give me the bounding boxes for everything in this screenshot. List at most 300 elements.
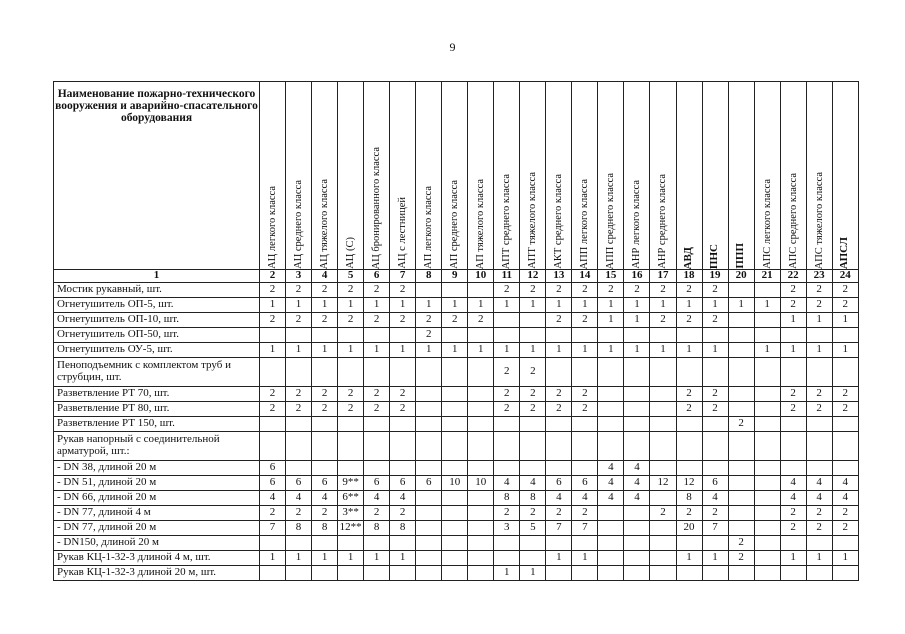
table-cell	[468, 491, 494, 506]
table-cell	[598, 506, 624, 521]
table-cell	[624, 536, 650, 551]
table-row	[54, 358, 859, 387]
table-cell	[338, 417, 364, 432]
table-cell: 2	[364, 506, 390, 521]
column-header-row	[54, 82, 859, 270]
table-cell: 1	[546, 551, 572, 566]
table-cell: 1	[312, 343, 338, 358]
column-number: 8	[416, 270, 442, 283]
row-label: Рукав КЦ-1-32-3 длиной 4 м, шт.	[54, 551, 260, 566]
table-cell	[416, 402, 442, 417]
table-cell: 1	[260, 551, 286, 566]
table-cell: 2	[572, 402, 598, 417]
table-cell	[572, 566, 598, 581]
table-row	[54, 432, 859, 461]
table-cell	[650, 432, 676, 461]
table-cell: 1	[728, 298, 754, 313]
column-header-label: АНР легкого класса	[631, 180, 643, 269]
table-cell: 2	[572, 283, 598, 298]
column-number: 15	[598, 270, 624, 283]
table-cell	[754, 402, 780, 417]
table-cell: 2	[546, 283, 572, 298]
row-label: - DN 51, длиной 20 м	[54, 476, 260, 491]
row-label: Разветвление РТ 150, шт.	[54, 417, 260, 432]
table-cell	[416, 417, 442, 432]
table-row	[54, 387, 859, 402]
table-cell	[494, 461, 520, 476]
column-header	[806, 82, 832, 270]
table-cell: 4	[832, 476, 858, 491]
table-cell	[780, 328, 806, 343]
column-header-label: АВД	[682, 246, 695, 269]
column-number: 4	[312, 270, 338, 283]
table-cell	[754, 551, 780, 566]
table-cell	[416, 506, 442, 521]
table-cell	[390, 328, 416, 343]
table-cell: 4	[364, 491, 390, 506]
column-number: 21	[754, 270, 780, 283]
column-number: 14	[572, 270, 598, 283]
row-label: Пеноподъемник с комплектом труб и струбцин, шт.	[54, 358, 260, 387]
column-header-label: АНР среднего класса	[657, 174, 669, 269]
table-cell	[676, 566, 702, 581]
table-cell: 7	[572, 521, 598, 536]
table-cell	[468, 506, 494, 521]
table-cell	[754, 491, 780, 506]
table-cell: 2	[312, 387, 338, 402]
column-number: 3	[286, 270, 312, 283]
table-cell	[520, 551, 546, 566]
column-header-label: АЦ легкого класса	[267, 186, 278, 269]
table-cell: 2	[260, 387, 286, 402]
table-row	[54, 313, 859, 328]
table-cell	[676, 461, 702, 476]
table-cell: 1	[390, 343, 416, 358]
table-cell	[442, 432, 468, 461]
table-cell	[364, 566, 390, 581]
table-cell	[598, 387, 624, 402]
row-label: Огнетушитель ОП-10, шт.	[54, 313, 260, 328]
table-cell: 7	[702, 521, 728, 536]
table-cell: 1	[364, 551, 390, 566]
table-cell	[832, 358, 858, 387]
table-cell	[494, 313, 520, 328]
table-cell: 6	[546, 476, 572, 491]
table-cell: 2	[832, 506, 858, 521]
table-cell: 1	[286, 343, 312, 358]
table-cell: 8	[364, 521, 390, 536]
table-cell: 1	[650, 343, 676, 358]
column-header	[442, 82, 468, 270]
table-cell	[806, 358, 832, 387]
table-cell	[312, 432, 338, 461]
table-cell: 2	[468, 313, 494, 328]
table-cell	[364, 417, 390, 432]
table-cell: 4	[546, 491, 572, 506]
row-label: Рукав напорный с соединительной арматурой, шт.:	[54, 432, 260, 461]
table-cell: 1	[546, 298, 572, 313]
table-cell: 2	[546, 313, 572, 328]
table-cell	[728, 313, 754, 328]
table-cell: 1	[754, 298, 780, 313]
table-cell: 1	[572, 298, 598, 313]
column-number: 5	[338, 270, 364, 283]
table-cell	[390, 432, 416, 461]
table-cell	[676, 536, 702, 551]
table-cell: 4	[260, 491, 286, 506]
table-cell	[520, 461, 546, 476]
table-cell	[754, 521, 780, 536]
table-cell: 1	[676, 343, 702, 358]
page-number: 9	[449, 40, 456, 54]
table-cell	[468, 283, 494, 298]
table-cell	[260, 358, 286, 387]
table-cell	[546, 566, 572, 581]
table-cell: 2	[832, 298, 858, 313]
table-cell: 2	[390, 313, 416, 328]
table-cell: 2	[312, 402, 338, 417]
table-cell	[442, 566, 468, 581]
table-cell	[676, 328, 702, 343]
column-header	[728, 82, 754, 270]
table-cell: 2	[806, 521, 832, 536]
table-cell: 4	[780, 491, 806, 506]
table-cell: 2	[390, 283, 416, 298]
table-cell: 2	[676, 283, 702, 298]
table-row	[54, 402, 859, 417]
table-cell: 2	[806, 506, 832, 521]
table-cell: 1	[702, 298, 728, 313]
table-cell: 6	[416, 476, 442, 491]
table-cell: 4	[312, 491, 338, 506]
column-header-label: АПС тяжелого класса	[813, 171, 825, 269]
table-cell	[338, 328, 364, 343]
table-cell	[468, 566, 494, 581]
table-cell	[390, 358, 416, 387]
table-cell: 1	[806, 313, 832, 328]
table-cell	[780, 417, 806, 432]
column-header-label: АПТ среднего класса	[501, 173, 513, 269]
table-cell	[702, 358, 728, 387]
row-label: - DN 77, длиной 20 м	[54, 521, 260, 536]
table-cell: 2	[780, 387, 806, 402]
table-cell	[624, 402, 650, 417]
table-cell: 2	[780, 521, 806, 536]
table-cell: 2	[338, 313, 364, 328]
column-header	[494, 82, 520, 270]
column-header	[364, 82, 390, 270]
table-cell	[546, 432, 572, 461]
table-cell: 4	[780, 476, 806, 491]
table-cell: 1	[780, 551, 806, 566]
table-cell: 2	[520, 358, 546, 387]
table-cell	[286, 328, 312, 343]
table-cell: 4	[624, 476, 650, 491]
table-cell	[832, 417, 858, 432]
table-cell	[832, 566, 858, 581]
row-label: - DN150, длиной 20 м	[54, 536, 260, 551]
table-cell	[312, 417, 338, 432]
table-cell	[780, 536, 806, 551]
table-cell: 1	[598, 298, 624, 313]
table-cell: 8	[520, 491, 546, 506]
table-cell: 2	[832, 521, 858, 536]
table-cell: 2	[598, 283, 624, 298]
table-cell: 1	[260, 343, 286, 358]
table-cell	[442, 402, 468, 417]
column-header-label: АПП легкого класса	[579, 178, 591, 269]
table-cell: 2	[676, 402, 702, 417]
table-cell: 1	[286, 298, 312, 313]
table-cell	[728, 521, 754, 536]
table-cell	[546, 328, 572, 343]
table-cell	[312, 536, 338, 551]
table-cell: 1	[468, 343, 494, 358]
table-cell	[468, 521, 494, 536]
table-cell	[728, 566, 754, 581]
table-cell	[390, 417, 416, 432]
table-cell: 2	[364, 402, 390, 417]
table-cell: 2	[286, 387, 312, 402]
column-number: 1	[54, 270, 260, 283]
column-header	[676, 82, 702, 270]
table-cell	[728, 358, 754, 387]
table-cell	[624, 417, 650, 432]
column-number: 22	[780, 270, 806, 283]
table-cell	[312, 358, 338, 387]
table-cell	[468, 551, 494, 566]
table-row	[54, 461, 859, 476]
column-header	[572, 82, 598, 270]
table-cell	[364, 536, 390, 551]
table-cell	[702, 328, 728, 343]
table-cell: 2	[260, 313, 286, 328]
table-cell: 8	[286, 521, 312, 536]
table-cell: 2	[832, 387, 858, 402]
table-cell	[442, 358, 468, 387]
column-number: 18	[676, 270, 702, 283]
table-cell: 2	[650, 283, 676, 298]
column-header	[260, 82, 286, 270]
table-cell	[754, 283, 780, 298]
table-cell	[780, 358, 806, 387]
table-cell	[416, 358, 442, 387]
table-cell: 2	[286, 506, 312, 521]
column-header	[338, 82, 364, 270]
table-cell	[650, 387, 676, 402]
table-cell	[286, 566, 312, 581]
table-cell	[728, 328, 754, 343]
table-cell	[442, 506, 468, 521]
table-cell	[806, 417, 832, 432]
table-cell	[650, 402, 676, 417]
table-cell	[598, 551, 624, 566]
table-cell	[468, 328, 494, 343]
column-number: 11	[494, 270, 520, 283]
table-cell: 12	[676, 476, 702, 491]
column-header	[598, 82, 624, 270]
table-cell: 4	[598, 476, 624, 491]
table-cell: 2	[546, 402, 572, 417]
column-header-label: АПС среднего класса	[787, 173, 799, 269]
table-cell: 4	[702, 491, 728, 506]
table-cell	[416, 491, 442, 506]
table-cell: 2	[416, 328, 442, 343]
table-cell: 1	[624, 343, 650, 358]
table-cell	[546, 536, 572, 551]
table-cell: 1	[442, 343, 468, 358]
table-cell	[806, 432, 832, 461]
table-cell	[624, 551, 650, 566]
table-cell	[390, 566, 416, 581]
table-cell: 2	[806, 402, 832, 417]
table-cell: 4	[494, 476, 520, 491]
table-cell: 5	[520, 521, 546, 536]
table-cell	[416, 521, 442, 536]
column-header-label: АПТ тяжелого класса	[527, 172, 539, 269]
table-cell	[494, 536, 520, 551]
table-cell	[806, 461, 832, 476]
table-cell: 4	[520, 476, 546, 491]
table-cell: 8	[312, 521, 338, 536]
table-row	[54, 328, 859, 343]
table-cell	[494, 328, 520, 343]
table-cell	[754, 313, 780, 328]
table-cell: 1	[286, 551, 312, 566]
table-cell	[546, 417, 572, 432]
column-header	[780, 82, 806, 270]
table-cell	[442, 283, 468, 298]
column-header	[390, 82, 416, 270]
table-cell	[364, 328, 390, 343]
column-number: 24	[832, 270, 858, 283]
column-header-label: АПП среднего класса	[605, 172, 617, 269]
table-cell	[416, 283, 442, 298]
table-cell	[390, 461, 416, 476]
table-cell	[364, 432, 390, 461]
row-label: - DN 38, длиной 20 м	[54, 461, 260, 476]
table-cell	[624, 328, 650, 343]
table-cell: 2	[702, 402, 728, 417]
column-number: 7	[390, 270, 416, 283]
table-cell: 1	[390, 298, 416, 313]
table-cell	[468, 402, 494, 417]
table-cell	[754, 476, 780, 491]
table-cell	[728, 432, 754, 461]
table-cell: 2	[312, 313, 338, 328]
table-cell	[650, 328, 676, 343]
table-row	[54, 491, 859, 506]
table-cell	[624, 358, 650, 387]
table-cell: 1	[494, 566, 520, 581]
table-cell: 6	[572, 476, 598, 491]
table-cell	[442, 387, 468, 402]
table-row	[54, 521, 859, 536]
row-label: Разветвление РТ 80, шт.	[54, 402, 260, 417]
table-cell	[650, 551, 676, 566]
table-cell	[754, 417, 780, 432]
table-cell: 2	[286, 283, 312, 298]
table-cell: 2	[390, 387, 416, 402]
column-number: 16	[624, 270, 650, 283]
table-cell	[676, 417, 702, 432]
table-cell: 2	[338, 387, 364, 402]
column-header	[754, 82, 780, 270]
table-cell	[442, 461, 468, 476]
table-cell	[650, 491, 676, 506]
table-cell: 1	[390, 551, 416, 566]
table-body	[54, 283, 859, 581]
table-cell	[832, 536, 858, 551]
table-cell: 2	[650, 506, 676, 521]
table-cell	[468, 461, 494, 476]
table-cell: 7	[260, 521, 286, 536]
column-header-label: ППП	[734, 243, 747, 269]
table-cell: 2	[806, 387, 832, 402]
table-cell: 6	[390, 476, 416, 491]
table-cell: 1	[702, 551, 728, 566]
table-cell: 4	[286, 491, 312, 506]
table-cell: 4	[598, 491, 624, 506]
table-cell	[650, 461, 676, 476]
table-row	[54, 506, 859, 521]
table-cell	[780, 461, 806, 476]
table-cell: 10	[468, 476, 494, 491]
row-label: Разветвление РТ 70, шт.	[54, 387, 260, 402]
table-cell	[598, 358, 624, 387]
table-cell	[598, 536, 624, 551]
column-header-label: АЦ с лестницей	[397, 197, 409, 269]
table-cell	[260, 417, 286, 432]
table-cell	[572, 461, 598, 476]
table-cell	[572, 417, 598, 432]
table-cell	[442, 417, 468, 432]
table-cell: 2	[520, 402, 546, 417]
table-cell	[728, 476, 754, 491]
table-cell	[780, 432, 806, 461]
table-cell: 1	[416, 343, 442, 358]
table-cell	[286, 461, 312, 476]
table-cell: 10	[442, 476, 468, 491]
table-cell	[754, 461, 780, 476]
table-cell	[520, 328, 546, 343]
table-cell: 2	[260, 283, 286, 298]
column-number: 23	[806, 270, 832, 283]
table-cell: 1	[546, 343, 572, 358]
table-cell	[260, 536, 286, 551]
table-cell	[650, 521, 676, 536]
column-number: 12	[520, 270, 546, 283]
table-cell	[364, 461, 390, 476]
table-cell	[598, 432, 624, 461]
table-cell	[468, 417, 494, 432]
table-cell: 2	[832, 283, 858, 298]
table-cell: 1	[806, 343, 832, 358]
table-cell: 6	[364, 476, 390, 491]
table-cell: 1	[832, 343, 858, 358]
column-number: 10	[468, 270, 494, 283]
table-cell: 1	[260, 298, 286, 313]
table-cell	[624, 432, 650, 461]
table-cell: 2	[702, 387, 728, 402]
table-row	[54, 566, 859, 581]
table-cell: 2	[650, 313, 676, 328]
table-cell	[650, 566, 676, 581]
table-cell: 2	[572, 506, 598, 521]
table-cell: 2	[494, 506, 520, 521]
table-cell: 1	[572, 343, 598, 358]
table-cell: 1	[806, 551, 832, 566]
